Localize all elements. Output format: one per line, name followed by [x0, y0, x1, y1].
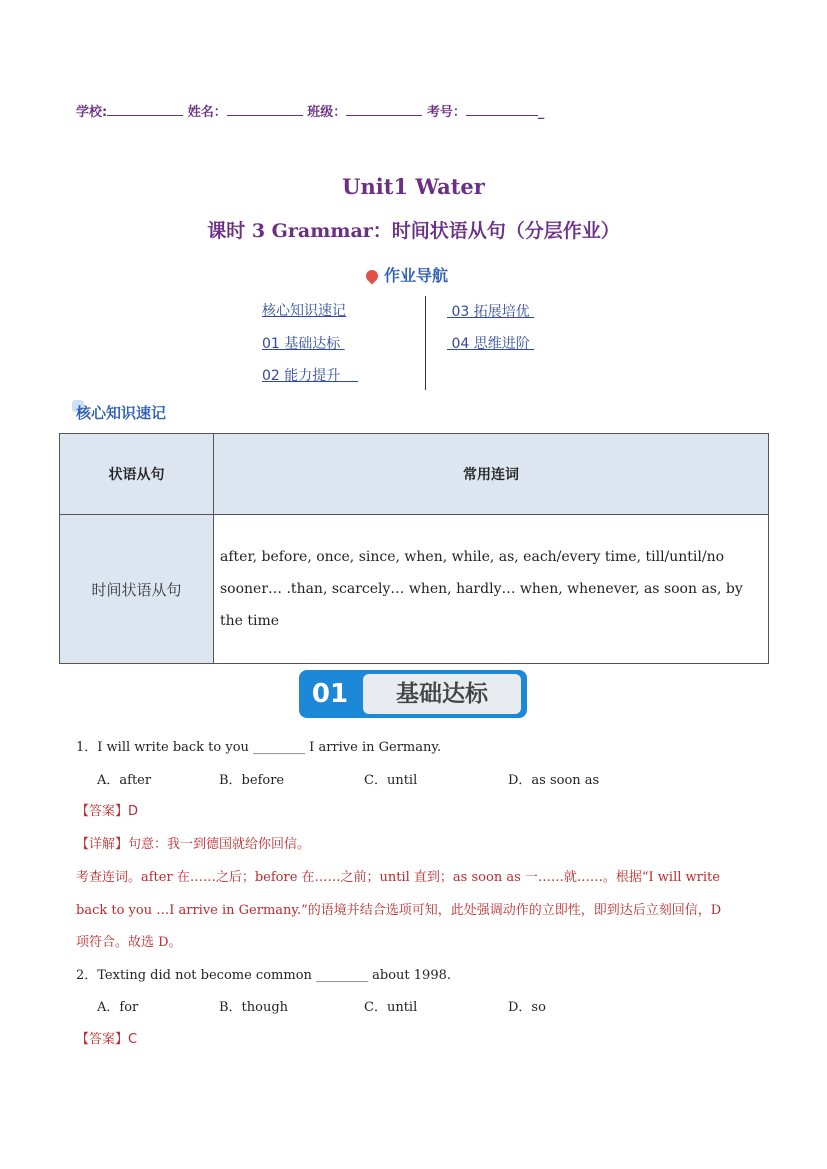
- banner-label: 基础达标: [363, 674, 521, 714]
- student-info-line: [76, 101, 544, 120]
- trailing-underscore: _: [537, 105, 545, 120]
- nav-link-01[interactable]: 01 基础达标: [262, 336, 345, 352]
- option-b: B．though: [219, 1000, 289, 1015]
- option-d: D．as soon as: [508, 773, 600, 788]
- option-a: A．for: [97, 1000, 139, 1015]
- exam-no-label: 考号：: [426, 105, 466, 120]
- core-knowledge-table: [59, 433, 769, 664]
- nav-link-core[interactable]: 核心知识速记: [262, 303, 346, 319]
- lesson-title: 课时 3 Grammar：时间状语从句（分层作业）: [207, 220, 620, 242]
- explanation-line: 考查连词。after 在……之后；before 在……之前；until 直到；as soon as 一……就……。根据“I will write: [76, 870, 720, 885]
- nav-link-04[interactable]: 04 思维进阶: [447, 336, 535, 352]
- conjunction-line: after, before, once, since, when, while, as, each/every time, till/until/no: [220, 549, 725, 565]
- core-knowledge-section-label: 核心知识速记: [76, 404, 167, 422]
- location-pin-icon: [364, 268, 381, 285]
- unit-title: Unit1 Water: [342, 174, 485, 199]
- explanation-line: 【详解】句意：我一到德国就给你回信。: [76, 837, 311, 852]
- table-header-cell: 状语从句: [60, 434, 214, 515]
- table-header-row: [60, 434, 769, 515]
- table-row: [60, 515, 769, 664]
- answer-line: 【答案】D: [76, 804, 139, 819]
- name-label: 姓名：: [187, 105, 227, 120]
- homework-nav-label: 作业导航: [384, 266, 449, 285]
- explanation-line: back to you …I arrive in Germany.”的语境并结合选项可知，此处强调动作的立即性，即到达后立刻回信，D: [76, 903, 722, 918]
- exam-no-blank: [466, 103, 538, 116]
- school-label: 学校:: [76, 105, 108, 120]
- question-stem: 2．Texting did not become common ________ about 1998.: [76, 968, 452, 983]
- homework-nav-title: [366, 263, 448, 286]
- option-a: A．after: [97, 773, 152, 788]
- question-stem: 1．I will write back to you ________ I arrive in Germany.: [76, 740, 442, 755]
- option-c: C．until: [364, 1000, 418, 1015]
- banner-number: 01: [311, 679, 349, 709]
- class-label: 班级：: [307, 105, 347, 120]
- nav-link-02[interactable]: 02 能力提升: [262, 368, 359, 384]
- table-row-content: [214, 515, 769, 664]
- conjunction-line: the time: [220, 613, 280, 629]
- nav-divider: [425, 296, 426, 390]
- option-d: D．so: [508, 1000, 546, 1015]
- school-blank: [107, 103, 183, 116]
- nav-link-03[interactable]: 03 拓展培优: [447, 304, 535, 320]
- conjunction-line: sooner… .than, scarcely… when, hardly… when, whenever, as soon as, by: [220, 581, 743, 597]
- option-b: B．before: [219, 773, 285, 788]
- answer-line: 【答案】C: [76, 1032, 138, 1047]
- name-blank: [227, 103, 303, 116]
- table-header-cell: 常用连词: [214, 434, 769, 515]
- explanation-line: 项符合。故选 D。: [76, 935, 182, 950]
- section-banner-basic: [299, 670, 527, 718]
- option-c: C．until: [364, 773, 418, 788]
- table-row-label: 时间状语从句: [60, 515, 214, 664]
- class-blank: [346, 103, 422, 116]
